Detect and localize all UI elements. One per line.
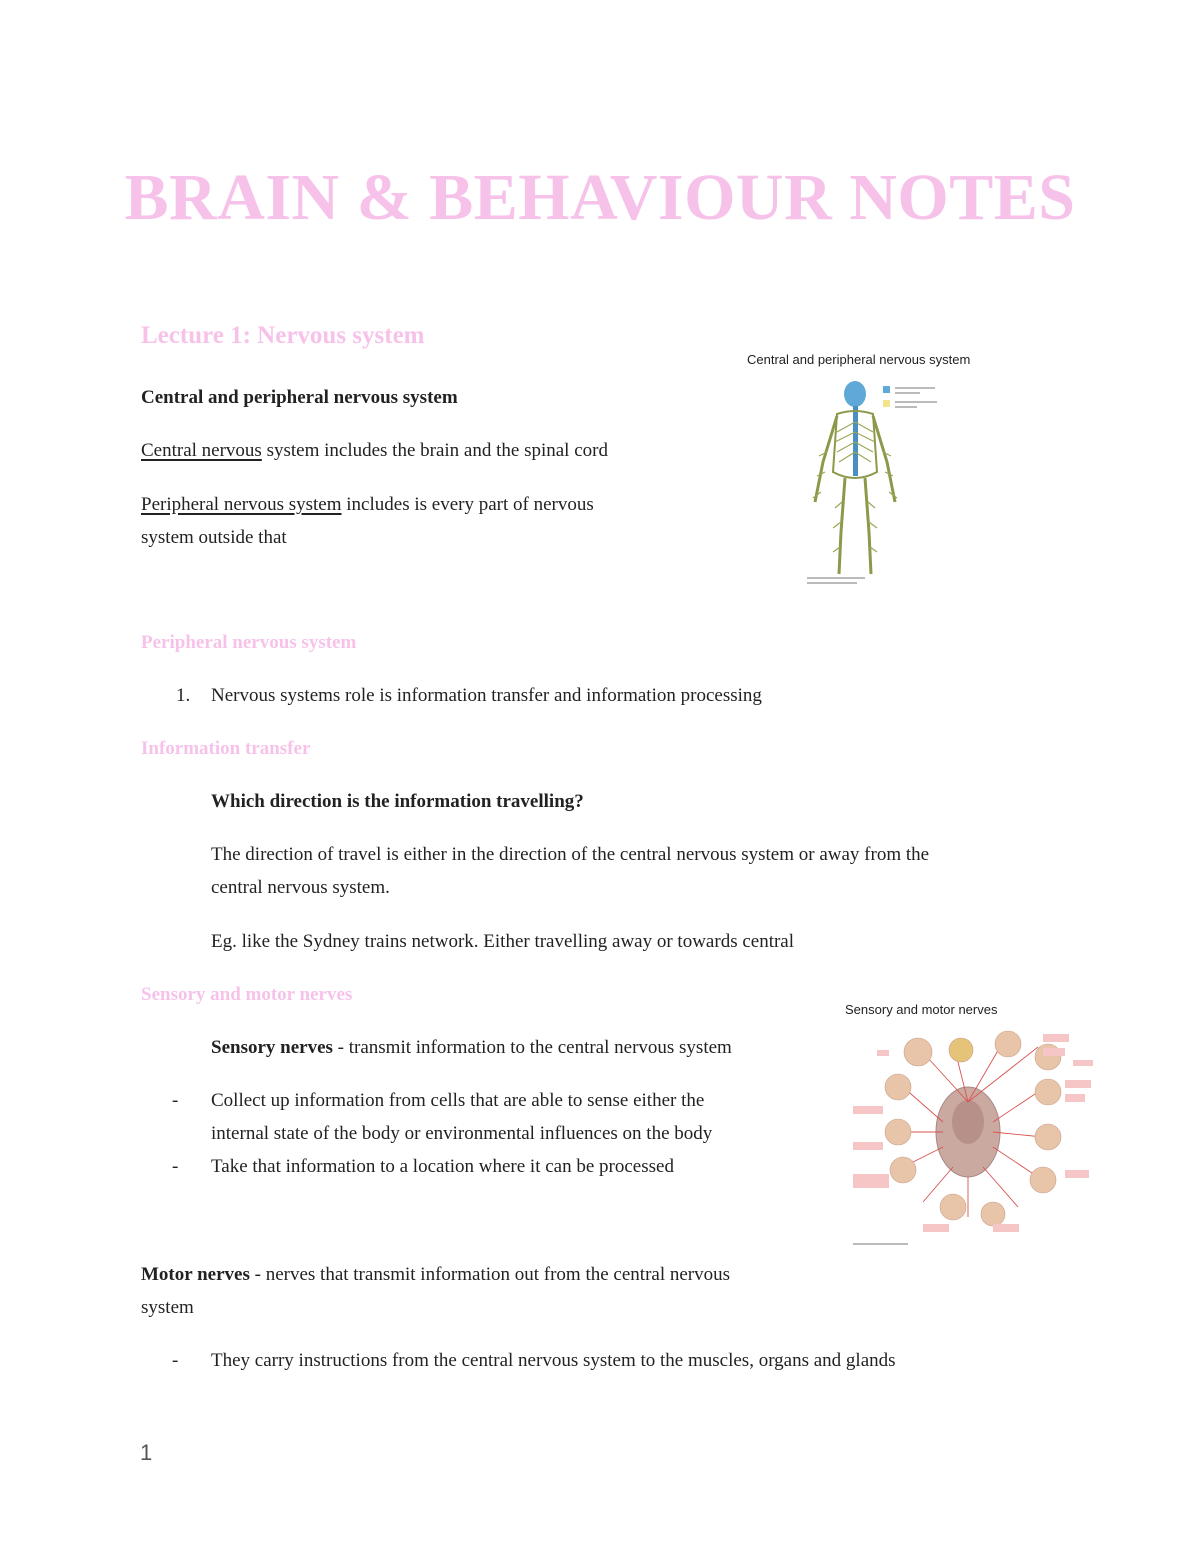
motor-nerves-paragraph xyxy=(141,1258,821,1324)
page-title: BRAIN & BEHAVIOUR NOTES xyxy=(124,161,1076,234)
sensory-motor-figure xyxy=(843,1002,1098,1252)
nervous-system-body-illustration xyxy=(745,352,985,592)
list-item: They carry instructions from the central nervous system to the muscles, organs and glands xyxy=(211,1350,896,1371)
motor-nerves-term: Motor nerves xyxy=(141,1264,250,1285)
sensory-nerves-term: Sensory nerves xyxy=(211,1037,333,1058)
sensory-motor-heading: Sensory and motor nerves xyxy=(141,984,353,1005)
list-item-number: 1. xyxy=(176,685,191,706)
peripheral-nervous-description: includes is every part of nervous xyxy=(341,494,594,515)
list-item: Nervous systems role is information transfer and information processing xyxy=(211,685,762,706)
peripheral-heading: Peripheral nervous system xyxy=(141,632,357,653)
page-number: 1 xyxy=(140,1440,153,1465)
sensory-nerves-paragraph xyxy=(211,1031,732,1064)
example-text: Eg. like the Sydney trains network. Either travelling away or towards central xyxy=(211,931,795,952)
bullet-marker: - xyxy=(172,1156,179,1177)
bullet-marker: - xyxy=(172,1090,179,1111)
peripheral-nervous-term: Peripheral nervous system xyxy=(141,494,342,515)
list-item: Take that information to a location where it can be processed xyxy=(211,1156,674,1177)
sensory-motor-figure-caption: Sensory and motor nerves xyxy=(845,1002,998,1017)
peripheral-nervous-paragraph xyxy=(141,488,701,554)
lecture-heading: Lecture 1: Nervous system xyxy=(141,322,425,349)
cranial-nerves-illustration xyxy=(843,1002,1098,1252)
direction-answer-line: The direction of travel is either in the direction of the central nervous system or away from the xyxy=(211,844,930,865)
direction-answer xyxy=(211,838,1111,904)
central-nervous-term: Central nervous xyxy=(141,440,262,461)
motor-nerves-description-cont: system xyxy=(141,1297,194,1318)
central-nervous-paragraph xyxy=(141,434,608,467)
section-heading-cns-pns: Central and peripheral nervous system xyxy=(141,387,458,408)
motor-nerves-description: - nerves that transmit information out from the central nervous xyxy=(249,1264,731,1285)
direction-answer-line: central nervous system. xyxy=(211,877,390,898)
bullet-text-line: internal state of the body or environmental influences on the body xyxy=(211,1123,713,1144)
direction-question: Which direction is the information travelling? xyxy=(211,791,584,812)
sensory-nerves-description: - transmit information to the central nervous system xyxy=(332,1037,732,1058)
information-transfer-heading: Information transfer xyxy=(141,738,311,759)
cns-pns-figure xyxy=(745,352,985,592)
bullet-marker: - xyxy=(172,1350,179,1371)
cns-pns-figure-caption: Central and peripheral nervous system xyxy=(747,352,971,367)
bullet-text-line: Collect up information from cells that are able to sense either the xyxy=(211,1090,705,1111)
central-nervous-description: system includes the brain and the spinal cord xyxy=(261,440,608,461)
list-item xyxy=(211,1084,811,1150)
peripheral-nervous-description-cont: system outside that xyxy=(141,527,287,548)
